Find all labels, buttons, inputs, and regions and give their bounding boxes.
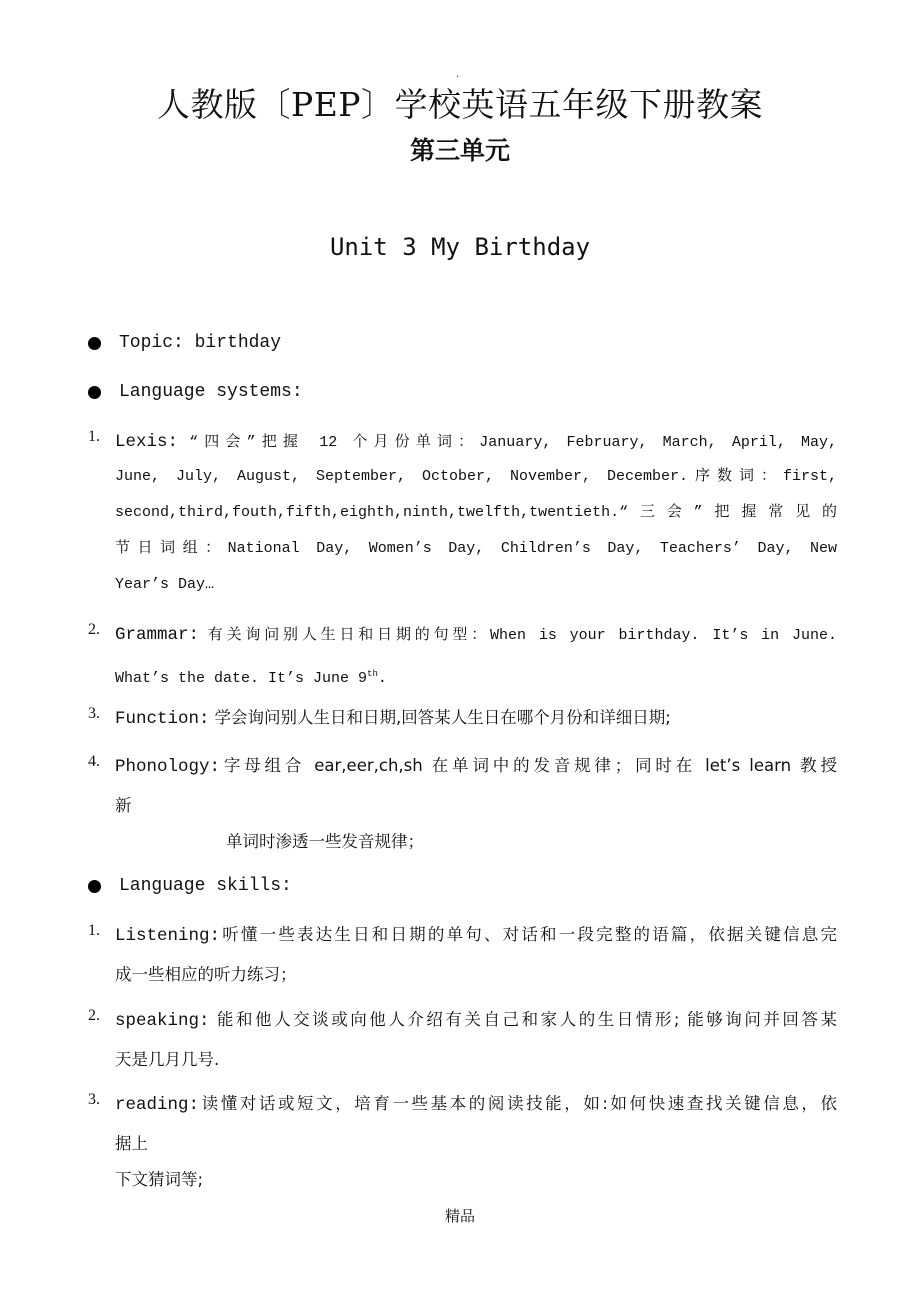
bullet-icon [88, 337, 101, 350]
item-number: 3. [88, 1091, 100, 1108]
item-number: 1. [88, 428, 100, 445]
function-line-1 [115, 705, 837, 741]
speaking-label: speaking: [115, 1011, 210, 1031]
grammar-text-2: What’s the date. It’s June 9 [115, 670, 368, 687]
grammar-label: Grammar: [115, 625, 200, 645]
phonology-label: Phonology: [115, 757, 221, 777]
reading-line-1 [115, 1091, 837, 1127]
bullet-topic [88, 330, 281, 356]
lexis-line-4: 节日词组：National Day, Women’s Day, Children’s Day, Teachers’ Day, New [115, 540, 837, 557]
item-number: 2. [88, 1007, 100, 1024]
grammar-line-1 [115, 621, 837, 657]
phonology-text-1: 字母组合 ear,eer,ch,sh 在单词中的发音规律；同时在 let’s learn 教授 [220, 756, 837, 775]
header-mark: . [456, 69, 460, 80]
language-systems-heading: Language systems: [119, 382, 303, 402]
bullet-language-skills [88, 873, 292, 899]
reading-label: reading: [115, 1095, 200, 1115]
reading-line-3: 下文猜词等; [115, 1170, 204, 1189]
lexis-label: Lexis: [115, 432, 179, 452]
function-text-1: 学会询问别人生日和日期,回答某人生日在哪个月份和详细日期; [214, 708, 671, 727]
phonology-line-1 [115, 753, 837, 789]
language-skills-heading: Language skills: [119, 876, 292, 896]
listening-text-1: 听懂一些表达生日和日期的单句、对话和一段完整的语篇，依据关键信息完 [220, 925, 837, 944]
bullet-icon [88, 386, 101, 399]
listening-label: Listening: [115, 926, 221, 946]
bullet-language-systems [88, 379, 303, 405]
unit-title-cn: 第三单元 [409, 136, 510, 165]
lexis-text-1: “四会”把握 12 个月份单词：January, February, March, April, May, [189, 434, 837, 451]
grammar-line-2 [115, 661, 837, 697]
function-label: Function: [115, 709, 210, 729]
lexis-line-1 [115, 428, 837, 464]
grammar-text-1: 有关询问别人生日和日期的句型：When is your birthday. It’s in June. [207, 627, 837, 644]
bullet-icon [88, 880, 101, 893]
lexis-line-3: second,third,fouth,fifth,eighth,ninth,twelfth,twentieth.“三会”把握常见的 [115, 504, 837, 521]
phonology-line-3: 单词时渗透一些发音规律； [226, 832, 424, 851]
lexis-line-2: June, July, August, September, October, November, December.序数词：first, [115, 468, 837, 485]
unit-title-en: Unit 3 My Birthday [329, 233, 591, 261]
listening-line-2: 成一些相应的听力练习； [115, 965, 297, 984]
item-number: 3. [88, 705, 100, 722]
topic-text: Topic: birthday [119, 333, 282, 353]
reading-line-2: 据上 [115, 1134, 148, 1153]
item-number: 2. [88, 621, 100, 638]
page-footer: 精品 [444, 1207, 475, 1225]
grammar-text-2-end: . [377, 670, 387, 687]
speaking-line-1 [115, 1007, 837, 1043]
item-number: 4. [88, 753, 100, 770]
lexis-line-5: Year’s Day… [115, 576, 215, 593]
listening-line-1 [115, 922, 837, 958]
grammar-superscript: th [367, 669, 378, 679]
reading-text-1: 读懂对话或短文，培育一些基本的阅读技能，如:如何快速查找关键信息，依 [199, 1094, 837, 1113]
page-title: 人教版〔PEP〕学校英语五年级下册教案 [157, 85, 763, 124]
phonology-line-2: 新 [115, 796, 132, 815]
item-number: 1. [88, 922, 100, 939]
speaking-text-1: 能和他人交谈或向他人介绍有关自己和家人的生日情形; 能够询问并回答某 [216, 1010, 837, 1029]
speaking-line-2: 天是几月几号. [115, 1050, 220, 1069]
